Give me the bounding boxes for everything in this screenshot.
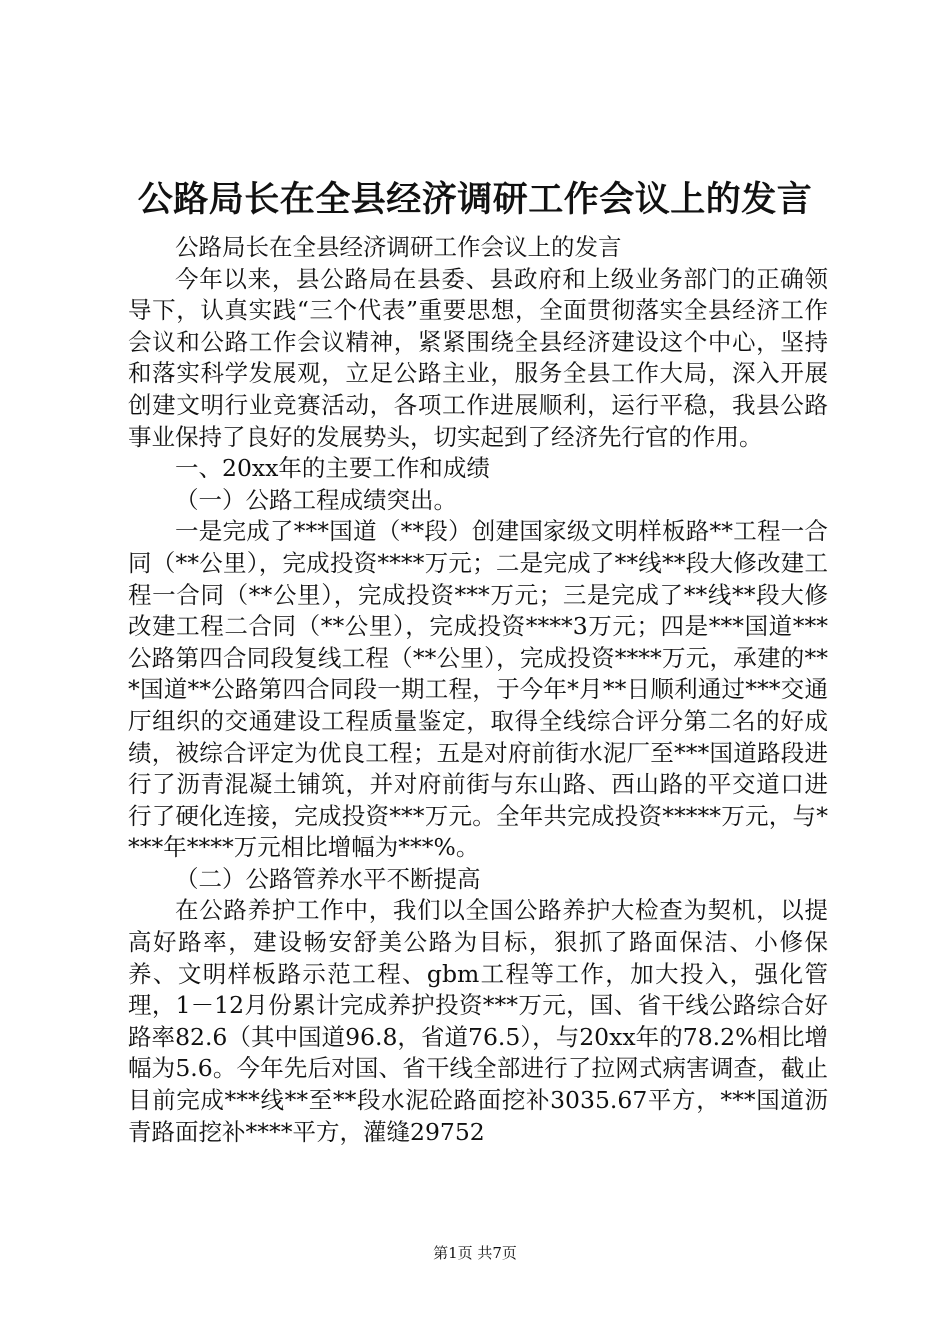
paragraph-intro: 今年以来，县公路局在县委、县政府和上级业务部门的正确领导下，认真实践“三个代表”重要思想，全面贯彻落实全县经济工作会议和公路工作会议精神，紧紧围绕全县经济建设这个中心，坚持和落实科学发展观，立足公路主业，服务全县工作大局，深入开展创建文明行业竞赛活动，各项工作进展顺利，运行平稳，我县公路事业保持了良好的发展势头，切实起到了经济先行官的作用。: [128, 264, 828, 451]
subsection-heading: （一）公路工程成绩突出。: [175, 485, 457, 514]
paragraph-subtitle: 公路局长在全县经济调研工作会议上的发言: [175, 233, 622, 261]
paragraph-engineering: 一是完成了***国道（**段）创建国家级文明样板路**工程一合同（**公里），完成投资****万元；二是完成了**线**段大修改建工程一合同（**公里），完成投资***万元；三是完成了**线**段大修改建工程二合同（**公里），完成投资****3万元；四是***国道***公路第四合同段复线工程（**公里），完成投资****万元，承建的***国道**公路第四合同段一期工程，于今年*月**日顺利通过***交通厅组织的交通建设工程质量鉴定，取得全线综合评分第二名的好成绩，被综合评定为优良工程；五是对府前街水泥厂至***国道路段进行了沥青混凝土铺筑，并对府前街与东山路、西山路的平交道口进行了硬化连接，完成投资***万元。全年共完成投资*****万元，与****年****万元相比增幅为***%。: [128, 517, 828, 862]
paragraph-maintenance: 在公路养护工作中，我们以全国公路养护大检查为契机，以提高好路率，建设畅安舒美公路为目标，狠抓了路面保洁、小修保养、文明样板路示范工程、gbm工程等工作，加大投入，强化管理，1－12月份累计完成养护投资***万元，国、省干线公路综合好路率82.6（其中国道96.8，省道76.5），与20xx年的78.2%相比增幅为5.6。今年先后对国、省干线全部进行了拉网式病害调查，截止目前完成***线**至**段水泥砼路面挖补3035.67平方，***国道沥青路面挖补****平方，灌缝29752: [128, 896, 828, 1146]
page-number: 第1页 共7页: [433, 1244, 517, 1262]
section-heading: 一、20xx年的主要工作和成绩: [175, 454, 490, 483]
document-body: [128, 232, 828, 1148]
subsection-heading: （二）公路管养水平不断提高: [175, 864, 481, 893]
document-title: 公路局长在全县经济调研工作会议上的发言: [137, 180, 813, 220]
